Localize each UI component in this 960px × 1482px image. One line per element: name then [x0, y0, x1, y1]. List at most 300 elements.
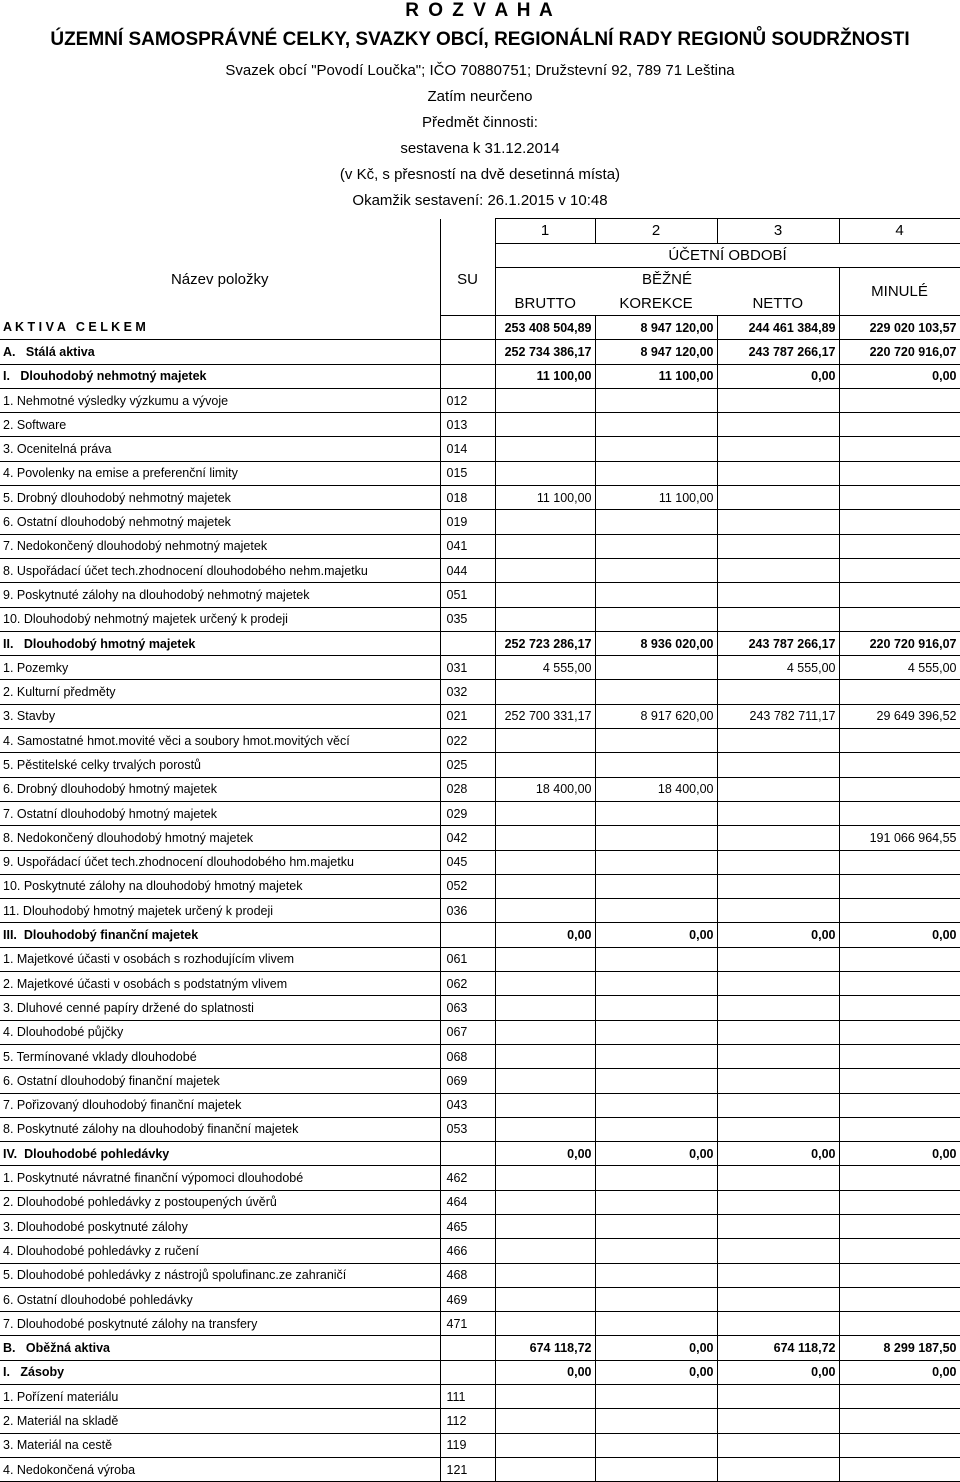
row-korekce: 8 917 620,00	[595, 704, 717, 728]
row-brutto	[495, 583, 595, 607]
row-netto	[717, 1409, 839, 1433]
row-su: 462	[440, 1166, 495, 1190]
row-korekce	[595, 510, 717, 534]
row-label: 2. Materiál na skladě	[0, 1409, 440, 1433]
row-brutto	[495, 1287, 595, 1311]
row-brutto	[495, 1312, 595, 1336]
row-netto	[717, 486, 839, 510]
row-netto: 0,00	[717, 1360, 839, 1384]
row-brutto: 18 400,00	[495, 777, 595, 801]
row-minule	[839, 777, 960, 801]
row-korekce	[595, 1287, 717, 1311]
row-minule: 0,00	[839, 923, 960, 947]
row-su	[440, 364, 495, 388]
table-row	[0, 850, 960, 874]
previous-period-header: MINULÉ	[839, 268, 960, 316]
row-su: 112	[440, 1409, 495, 1433]
row-su: 043	[440, 1093, 495, 1117]
row-netto	[717, 826, 839, 850]
table-row	[0, 413, 960, 437]
row-brutto	[495, 972, 595, 996]
row-label: 7. Pořizovaný dlouhodobý finanční majetek	[0, 1093, 440, 1117]
row-korekce	[595, 996, 717, 1020]
table-row	[0, 680, 960, 704]
row-minule	[839, 899, 960, 923]
row-minule	[839, 1457, 960, 1481]
row-netto	[717, 850, 839, 874]
row-minule	[839, 1287, 960, 1311]
row-label: 4. Povolenky na emise a preferenční limity	[0, 461, 440, 485]
row-netto: 0,00	[717, 1142, 839, 1166]
row-brutto	[495, 1239, 595, 1263]
row-netto	[717, 1239, 839, 1263]
row-netto	[717, 1190, 839, 1214]
row-korekce: 11 100,00	[595, 364, 717, 388]
row-netto: 674 118,72	[717, 1336, 839, 1360]
row-korekce	[595, 656, 717, 680]
row-label: 8. Uspořádací účet tech.zhodnocení dlouhodobého nehm.majetku	[0, 558, 440, 582]
row-korekce	[595, 680, 717, 704]
table-row	[0, 510, 960, 534]
row-su: 061	[440, 947, 495, 971]
row-korekce: 8 947 120,00	[595, 340, 717, 364]
row-label: 5. Drobný dlouhodobý nehmotný majetek	[0, 486, 440, 510]
table-row	[0, 1312, 960, 1336]
table-row	[0, 607, 960, 631]
row-su: 022	[440, 729, 495, 753]
row-minule	[839, 801, 960, 825]
row-brutto	[495, 680, 595, 704]
row-minule: 0,00	[839, 1142, 960, 1166]
row-minule: 8 299 187,50	[839, 1336, 960, 1360]
row-su: 051	[440, 583, 495, 607]
row-brutto	[495, 510, 595, 534]
row-korekce	[595, 850, 717, 874]
section-row	[0, 1360, 960, 1384]
row-su: 013	[440, 413, 495, 437]
row-netto	[717, 1166, 839, 1190]
row-brutto	[495, 996, 595, 1020]
current-period-header: BĚŽNÉ	[495, 268, 839, 292]
row-su: 464	[440, 1190, 495, 1214]
row-brutto	[495, 729, 595, 753]
row-netto	[717, 1117, 839, 1141]
row-minule: 191 066 964,55	[839, 826, 960, 850]
row-label: II. Dlouhodobý hmotný majetek	[0, 631, 440, 655]
row-brutto	[495, 1190, 595, 1214]
row-su: 019	[440, 510, 495, 534]
row-netto	[717, 1093, 839, 1117]
compiled-moment-line: Okamžik sestavení: 26.1.2015 v 10:48	[352, 192, 608, 209]
row-label: 1. Majetkové účasti v osobách s rozhodujícím vlivem	[0, 947, 440, 971]
brutto-header: BRUTTO	[495, 292, 595, 316]
row-label: 2. Dlouhodobé pohledávky z postoupených úvěrů	[0, 1190, 440, 1214]
row-label: 6. Ostatní dlouhodobý finanční majetek	[0, 1069, 440, 1093]
row-korekce: 0,00	[595, 1142, 717, 1166]
row-brutto	[495, 1433, 595, 1457]
row-netto: 243 787 266,17	[717, 340, 839, 364]
row-label: IV. Dlouhodobé pohledávky	[0, 1142, 440, 1166]
row-korekce	[595, 1166, 717, 1190]
table-row	[0, 947, 960, 971]
row-label: 3. Stavby	[0, 704, 440, 728]
row-minule: 0,00	[839, 1360, 960, 1384]
row-minule: 220 720 916,07	[839, 631, 960, 655]
table-row	[0, 1385, 960, 1409]
row-minule	[839, 486, 960, 510]
row-netto	[717, 558, 839, 582]
row-brutto: 674 118,72	[495, 1336, 595, 1360]
row-korekce: 0,00	[595, 1360, 717, 1384]
report-title: R O Z V A H A	[405, 0, 555, 21]
row-minule	[839, 413, 960, 437]
row-korekce: 8 947 120,00	[595, 316, 717, 340]
row-label: 9. Uspořádací účet tech.zhodnocení dlouhodobého hm.majetku	[0, 850, 440, 874]
row-minule	[839, 558, 960, 582]
row-su: 067	[440, 1020, 495, 1044]
row-brutto: 252 734 386,17	[495, 340, 595, 364]
units-line: (v Kč, s přesností na dvě desetinná místa)	[339, 166, 621, 183]
table-row	[0, 777, 960, 801]
row-label: A K T I V A C E L K E M	[0, 316, 440, 340]
row-korekce	[595, 1093, 717, 1117]
row-brutto	[495, 1093, 595, 1117]
row-label: 3. Dlouhodobé poskytnuté zálohy	[0, 1214, 440, 1238]
row-minule	[839, 1044, 960, 1068]
row-brutto: 0,00	[495, 923, 595, 947]
row-label: 11. Dlouhodobý hmotný majetek určený k prodeji	[0, 899, 440, 923]
row-brutto	[495, 388, 595, 412]
table-row	[0, 534, 960, 558]
col-number-2: 2	[595, 219, 717, 244]
table-row	[0, 1287, 960, 1311]
row-brutto: 0,00	[495, 1142, 595, 1166]
row-brutto	[495, 534, 595, 558]
row-netto	[717, 1312, 839, 1336]
row-minule	[839, 1117, 960, 1141]
row-label: 7. Dlouhodobé poskytnuté zálohy na transfery	[0, 1312, 440, 1336]
row-korekce	[595, 947, 717, 971]
row-korekce	[595, 388, 717, 412]
row-label: 3. Materiál na cestě	[0, 1433, 440, 1457]
row-su: 068	[440, 1044, 495, 1068]
row-korekce	[595, 1044, 717, 1068]
row-netto	[717, 680, 839, 704]
row-korekce	[595, 1190, 717, 1214]
row-minule: 4 555,00	[839, 656, 960, 680]
row-korekce	[595, 874, 717, 898]
row-brutto	[495, 850, 595, 874]
col-number-4: 4	[839, 219, 960, 244]
table-row	[0, 874, 960, 898]
row-korekce	[595, 801, 717, 825]
row-korekce	[595, 1020, 717, 1044]
row-minule: 29 649 396,52	[839, 704, 960, 728]
row-netto	[717, 607, 839, 631]
row-brutto	[495, 1069, 595, 1093]
row-minule	[839, 1020, 960, 1044]
row-su: 015	[440, 461, 495, 485]
row-korekce: 8 936 020,00	[595, 631, 717, 655]
table-row	[0, 1069, 960, 1093]
activity-line: Předmět činnosti:	[422, 114, 538, 131]
row-su: 029	[440, 801, 495, 825]
row-su: 018	[440, 486, 495, 510]
table-row	[0, 1457, 960, 1481]
row-brutto	[495, 558, 595, 582]
row-netto	[717, 437, 839, 461]
row-su: 063	[440, 996, 495, 1020]
netto-header: NETTO	[717, 292, 839, 316]
row-su: 052	[440, 874, 495, 898]
row-su: 032	[440, 680, 495, 704]
table-row	[0, 729, 960, 753]
row-korekce	[595, 413, 717, 437]
row-korekce: 11 100,00	[595, 486, 717, 510]
row-brutto: 253 408 504,89	[495, 316, 595, 340]
row-korekce	[595, 1239, 717, 1263]
table-row	[0, 583, 960, 607]
row-su: 014	[440, 437, 495, 461]
row-su: 044	[440, 558, 495, 582]
row-su	[440, 340, 495, 364]
row-label: 7. Ostatní dlouhodobý hmotný majetek	[0, 801, 440, 825]
table-header	[0, 219, 960, 316]
row-minule	[839, 874, 960, 898]
row-label: 6. Drobný dlouhodobý hmotný majetek	[0, 777, 440, 801]
row-su: 025	[440, 753, 495, 777]
row-su: 042	[440, 826, 495, 850]
row-korekce: 0,00	[595, 923, 717, 947]
row-minule	[839, 996, 960, 1020]
row-su: 466	[440, 1239, 495, 1263]
row-brutto	[495, 1166, 595, 1190]
row-label: 1. Pozemky	[0, 656, 440, 680]
row-korekce	[595, 1385, 717, 1409]
row-korekce	[595, 1117, 717, 1141]
row-minule: 229 020 103,57	[839, 316, 960, 340]
row-netto	[717, 899, 839, 923]
row-brutto	[495, 1385, 595, 1409]
row-netto	[717, 729, 839, 753]
row-su	[440, 1142, 495, 1166]
table-row	[0, 558, 960, 582]
row-netto: 244 461 384,89	[717, 316, 839, 340]
row-netto: 0,00	[717, 364, 839, 388]
row-korekce: 0,00	[595, 1336, 717, 1360]
row-netto	[717, 583, 839, 607]
table-row	[0, 826, 960, 850]
row-label: 5. Pěstitelské celky trvalých porostů	[0, 753, 440, 777]
row-korekce	[595, 753, 717, 777]
row-netto	[717, 1020, 839, 1044]
section-row	[0, 923, 960, 947]
table-row	[0, 1214, 960, 1238]
row-netto	[717, 1287, 839, 1311]
table-row	[0, 656, 960, 680]
row-korekce	[595, 826, 717, 850]
row-su: 062	[440, 972, 495, 996]
row-korekce	[595, 534, 717, 558]
row-label: 4. Dlouhodobé pohledávky z ručení	[0, 1239, 440, 1263]
row-label: 10. Poskytnuté zálohy na dlouhodobý hmotný majetek	[0, 874, 440, 898]
row-brutto	[495, 801, 595, 825]
row-brutto	[495, 607, 595, 631]
row-brutto: 11 100,00	[495, 486, 595, 510]
row-minule	[839, 1433, 960, 1457]
row-korekce	[595, 607, 717, 631]
row-netto: 243 787 266,17	[717, 631, 839, 655]
table-row	[0, 1020, 960, 1044]
row-minule	[839, 1239, 960, 1263]
table-row	[0, 461, 960, 485]
row-su: 041	[440, 534, 495, 558]
row-label: I. Zásoby	[0, 1360, 440, 1384]
row-netto	[717, 388, 839, 412]
row-korekce	[595, 1263, 717, 1287]
col-item-header: Název položky	[170, 270, 269, 288]
row-brutto	[495, 1214, 595, 1238]
row-korekce: 18 400,00	[595, 777, 717, 801]
balance-sheet-table	[0, 218, 960, 1482]
row-brutto: 11 100,00	[495, 364, 595, 388]
row-minule	[839, 388, 960, 412]
row-netto	[717, 1433, 839, 1457]
row-label: A. Stálá aktiva	[0, 340, 440, 364]
row-label: 6. Ostatní dlouhodobý nehmotný majetek	[0, 510, 440, 534]
row-minule	[839, 1069, 960, 1093]
table-row	[0, 899, 960, 923]
row-minule	[839, 947, 960, 971]
row-label: 5. Dlouhodobé pohledávky z nástrojů spolufinanc.ze zahraničí	[0, 1263, 440, 1287]
row-su: 471	[440, 1312, 495, 1336]
table-row	[0, 801, 960, 825]
table-row	[0, 1093, 960, 1117]
row-label: 8. Poskytnuté zálohy na dlouhodobý finanční majetek	[0, 1117, 440, 1141]
row-label: I. Dlouhodobý nehmotný majetek	[0, 364, 440, 388]
table-row	[0, 1044, 960, 1068]
row-brutto	[495, 1409, 595, 1433]
section-row	[0, 1336, 960, 1360]
row-minule	[839, 972, 960, 996]
col-number-3: 3	[717, 219, 839, 244]
row-minule	[839, 583, 960, 607]
row-minule	[839, 534, 960, 558]
row-minule	[839, 1093, 960, 1117]
row-label: B. Oběžná aktiva	[0, 1336, 440, 1360]
row-brutto	[495, 753, 595, 777]
row-netto	[717, 996, 839, 1020]
row-netto	[717, 510, 839, 534]
table-row	[0, 486, 960, 510]
row-su: 028	[440, 777, 495, 801]
row-netto	[717, 874, 839, 898]
row-netto	[717, 1044, 839, 1068]
row-minule	[839, 1214, 960, 1238]
section-row	[0, 631, 960, 655]
row-brutto	[495, 947, 595, 971]
row-brutto	[495, 437, 595, 461]
row-brutto	[495, 899, 595, 923]
row-korekce	[595, 558, 717, 582]
row-minule	[839, 461, 960, 485]
row-netto	[717, 801, 839, 825]
row-minule	[839, 1312, 960, 1336]
row-label: 2. Kulturní předměty	[0, 680, 440, 704]
row-netto	[717, 413, 839, 437]
row-su	[440, 1336, 495, 1360]
row-korekce	[595, 1409, 717, 1433]
row-label: 10. Dlouhodobý nehmotný majetek určený k prodeji	[0, 607, 440, 631]
row-korekce	[595, 729, 717, 753]
table-row	[0, 704, 960, 728]
row-brutto	[495, 826, 595, 850]
col-su-header: SU	[440, 243, 495, 316]
row-brutto	[495, 1044, 595, 1068]
accounting-period-header: ÚČETNÍ OBDOBÍ	[495, 243, 960, 268]
row-su	[440, 316, 495, 340]
row-minule	[839, 1385, 960, 1409]
row-minule	[839, 437, 960, 461]
row-su: 036	[440, 899, 495, 923]
row-su: 465	[440, 1214, 495, 1238]
row-minule: 220 720 916,07	[839, 340, 960, 364]
section-row	[0, 340, 960, 364]
row-minule: 0,00	[839, 364, 960, 388]
table-row	[0, 388, 960, 412]
row-korekce	[595, 1069, 717, 1093]
row-netto	[717, 1069, 839, 1093]
row-minule	[839, 753, 960, 777]
row-label: 1. Nehmotné výsledky výzkumu a vývoje	[0, 388, 440, 412]
row-label: 4. Dlouhodobé půjčky	[0, 1020, 440, 1044]
row-minule	[839, 1409, 960, 1433]
row-brutto	[495, 874, 595, 898]
row-su: 053	[440, 1117, 495, 1141]
section-row	[0, 364, 960, 388]
undetermined-line: Zatím neurčeno	[427, 88, 533, 105]
report-subtitle: ÚZEMNÍ SAMOSPRÁVNÉ CELKY, SVAZKY OBCÍ, REGIONÁLNÍ RADY REGIONŮ SOUDRŽNOSTI	[50, 29, 910, 50]
row-netto: 4 555,00	[717, 656, 839, 680]
row-netto: 243 782 711,17	[717, 704, 839, 728]
row-label: 2. Software	[0, 413, 440, 437]
table-row	[0, 1190, 960, 1214]
table-row	[0, 1166, 960, 1190]
row-korekce	[595, 461, 717, 485]
row-brutto	[495, 1117, 595, 1141]
row-label: 3. Dluhové cenné papíry držené do splatnosti	[0, 996, 440, 1020]
row-minule	[839, 510, 960, 534]
row-su: 111	[440, 1385, 495, 1409]
row-minule	[839, 680, 960, 704]
row-brutto	[495, 1020, 595, 1044]
table-row	[0, 996, 960, 1020]
row-brutto	[495, 461, 595, 485]
row-minule	[839, 1190, 960, 1214]
row-label: 6. Ostatní dlouhodobé pohledávky	[0, 1287, 440, 1311]
row-su: 119	[440, 1433, 495, 1457]
table-row	[0, 1117, 960, 1141]
row-su: 012	[440, 388, 495, 412]
row-korekce	[595, 972, 717, 996]
row-su: 069	[440, 1069, 495, 1093]
row-netto	[717, 1457, 839, 1481]
row-netto	[717, 1385, 839, 1409]
row-netto	[717, 972, 839, 996]
row-korekce	[595, 899, 717, 923]
row-label: 2. Majetkové účasti v osobách s podstatným vlivem	[0, 972, 440, 996]
row-korekce	[595, 437, 717, 461]
